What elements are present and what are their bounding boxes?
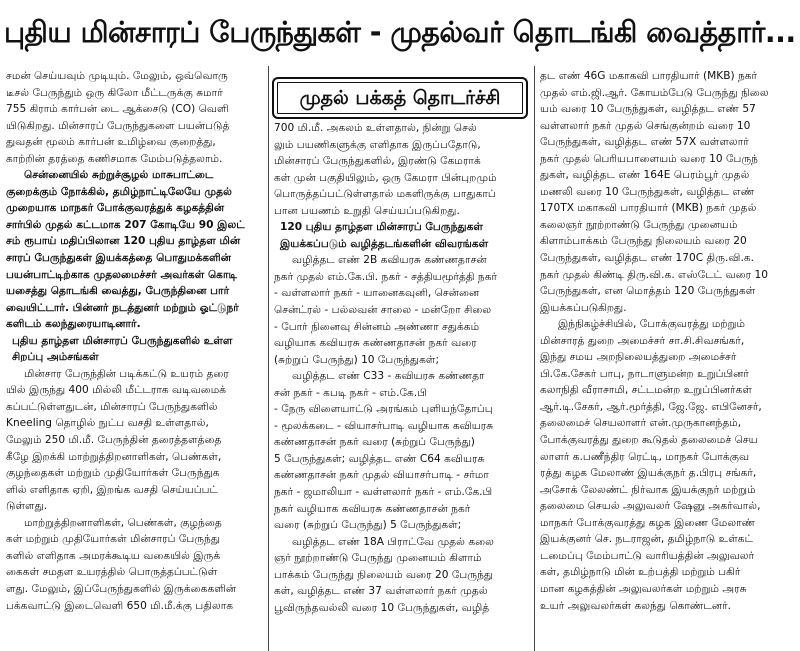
col3-text-line: டமைப்பு மேம்பாட்டு வாரியத்தின் அலுவலர் [540, 549, 755, 562]
col2-text-line: வழித்தட எண் C33 - கவியரசு கண்ணதா [292, 370, 485, 383]
col1-text-line: சென்னையில் சுற்றுச்சூழல் மாசுபாட்டை [24, 169, 214, 182]
col3-text-line: கிளாம்பாக்கம் பேருந்து நிலையம் வரை 20 [540, 235, 747, 248]
col3-text-line: மின்சாரத் துறை அமைச்சர் சா.சி.சிவசங்கர், [540, 334, 745, 347]
col2-text-line: - போர் நினைவு சின்னம் அண்ணா சதுக்கம் [274, 320, 480, 333]
col3-text-line: கள், தமிழ்நாடு மின் உற்பத்தி மற்றும் பகிர் [540, 566, 741, 579]
col3-text-line: பேருந்துகள், வழித்தட எண் 57X வள்ளலார் [540, 136, 749, 149]
col1-text-line: ளில் எளிதாக ஏறி, இறங்க வசதி செய்யப்பட் [6, 483, 218, 496]
col3-text-line: வள்ளலார் நகர் முதல் செங்குன்றம் வரை 10 [540, 119, 751, 132]
col3-text-line: துகள், வழித்தட எண் 164E பெரம்பூர் முதல் [540, 169, 750, 182]
col1-text-line: சார்பில் முதல் கட்டமாக 207 கோடியே 90 இலட் [6, 218, 245, 231]
col1-text-line: கைகள் சமதள உயரத்தில் பொருத்தப்பட்டுள் [6, 566, 218, 579]
col1-text-line: சம் ரூபாய் மதிப்பிலான 120 புதிய தாழ்தள மின் [6, 235, 241, 248]
col3-text-line: இந்து சமய அறநிலையத்துறை அமைச்சர் [540, 351, 737, 364]
col1-text-line: யில் இருந்து 400 மில்லி மீட்டராக வடிவமைக் [6, 384, 227, 397]
col1-text-line: பயன்பாட்டிற்காக முதலமைச்சர் அவர்கள் கொடி [6, 268, 237, 281]
col3-text-line: பேருந்துகள், என மொத்தம் 120 பேருந்துகள் [540, 285, 756, 298]
col1-text-line: காற்றின் தரத்தை கணிசமாக மேம்படுத்தலாம். [6, 152, 223, 165]
column-3 [540, 68, 796, 614]
col3-text-line: முதல் எம்.ஜி.ஆர். கோயம்பேடு பேருந்து நிலை [540, 86, 769, 99]
col3-text-line: 170TX மகாகவி பாரதியார் (MKB) நகர் முதல் [540, 202, 757, 215]
col2-text-line: 700 மி.மீ. அகலம் உள்ளதால், நின்று செல் [274, 122, 477, 134]
col2-text-line: நகர் முதல் எம்.கே.பி. நகர் - சத்தியமூர்த்தி நகர் [274, 270, 498, 283]
col2-text-line: வரை (சுற்றுப் பேருந்து) 5 பேருந்துகள்; [274, 519, 462, 532]
col3-text-line: இயக்குனர் செ. நடராஜன், தமிழ்நாடு உள்கட் [540, 533, 754, 546]
col2-text-line: - மூலக்கடை - வியாசர்பாடி வழியாக கவியரசு [274, 419, 494, 432]
col2-text-line: கண்ணதாசன் நகர் வரை (சுற்றுப் பேருந்து) [274, 436, 475, 449]
col2-text-line: 120 புதிய தாழ்தள மின்சாரப் பேருந்துகள் [280, 221, 483, 234]
col3-text-line: தலைமைச் செயலாளர் என்.முருகானந்தம், [540, 417, 742, 430]
col1-text-line: வையிட்டார். பின்னர் நடத்துனர் மற்றும் ஓட்டுநர் [6, 301, 239, 314]
col1-text-line: முறையாக மாநகர் போக்குவரத்துக் கழகத்தின் [6, 202, 225, 215]
col3-text-line: மணலி வரை 10 பேருந்துகள், வழித்தட எண் [540, 185, 755, 198]
col3-text-line: உயர் அலுவலர்கள் கலந்து கொண்டனர். [540, 599, 732, 612]
col1-text-line: யிடுகிறது. மின்சாரப் பேருந்துகளை பயன்படுத் [6, 119, 230, 132]
col3-text-line: தட எண் 46G மகாகவி பாரதியார் (MKB) நகர் [540, 70, 758, 82]
col1-text-line: சமன் செய்யவும் முடியும். மேலும், ஒவ்வொரு [6, 70, 228, 82]
col3-text-line: யம் வரை 10 பேருந்துகள், வழித்தட எண் 57 [540, 103, 756, 116]
col2-text-line: பூவிருந்தவல்லி வரை 10 பேருந்துகள், வழித் [274, 601, 490, 614]
col3-text-line: ரத்து கழக மேலாண் இயக்குநர் த.பிரபு சங்கர், [540, 467, 757, 480]
headline: புதிய மின்சாரப் பேருந்துகள் - முதல்வர் தொடங்கி வைத்தார்... [4, 15, 796, 49]
continuation-banner: முதல் பக்கத் தொடர்ச்சி [272, 77, 528, 119]
col2-text-line: கள், வழித்தட எண் 37 வள்ளலார் நகர் முதல் [274, 585, 488, 598]
col2-text-line: மின்சாரப் பேருந்துகளில், இரண்டு கேமராக் [274, 155, 481, 168]
col1-text-line: புதிய தாழ்தள மின்சாரப் பேருந்துகளில் உள்ள [12, 334, 233, 347]
col1-text-line: ளது. மேலும், இப்பேருந்துகளில் இருக்கைகளின் [6, 582, 237, 595]
col2-text-line: நகர் - ஜமாலியா - வள்ளலார் நகர் - எம்.கே.பி [274, 486, 493, 499]
col2-text-line: பான பயணம் உறுதி செய்யப்படுகிறது. [274, 204, 460, 217]
col3-text-line: நகர் முதல் கிண்டி திரு.வி.க. எஸ்டேட் வரை 10 [540, 268, 768, 281]
col2-text-line: கள் முன் பகுதியிலும், ஒரு கேமரா பின்புறமும் [274, 171, 497, 184]
col2-text-line: இயக்கப்படும் வழித்தடங்களின் விவரங்கள் [280, 237, 489, 250]
col2-text-line: (சுற்றுப் பேருந்து) 10 பேருந்துகள்; [274, 353, 440, 366]
col2-text-line: வழியாக கவியரசு கண்ணதாசன் நகர் வரை [274, 337, 477, 350]
col1-text-line: களில் எளிதாக அமரக்கூடிய வகையில் இருக் [6, 549, 221, 562]
col1-text-line: மேலும் 250 மி.மீ. பேருந்தின் தரைத்தளத்தை [6, 434, 222, 447]
col1-text-line: மாற்றுத்திறனாளிகள், பெண்கள், குழந்தை [24, 516, 222, 529]
col3-text-line: பேருந்துகள், வழித்தட எண் 170C திரு.வி.க. [540, 252, 754, 265]
col1-text-line: சிறப்பு அம்சங்கள் [12, 351, 99, 364]
col3-text-line: ஆர்.டி.சேகர், ஆர்.மூர்த்தி, ஜே.ஜே. எபினேசர், [540, 400, 762, 413]
col2-text-line: பொருத்தப்பட்டுள்ளதால் மகளிருக்கு பாதுகாப் [274, 188, 496, 201]
col3-text-line: லாளர் க.பணீந்திர ரெட்டி, மாநகர் போக்குவ [540, 450, 750, 463]
col1-text-line: டுள்ளது. [6, 500, 48, 513]
col3-text-line: மான கழகத்தின் அலுவலர்கள் மற்றும் அரசு [540, 582, 747, 595]
col2-text-line: வழித்தட எண் 2B கவியரசு கண்ணதாசன் [292, 254, 487, 267]
col1-text-line: கப்பட்டுள்ளதுடன், மின்சாரப் பேருந்துகளில் [6, 400, 218, 413]
col2-text-line: கண்ணதாசன் நகர் முதல் வியாசர்பாடி - சர்மா [274, 469, 489, 482]
column-1 [6, 68, 264, 614]
col3-text-line: கலைஞர் நூற்றாண்டு பேருந்து முனையம் [540, 218, 738, 231]
column-divider [534, 66, 535, 651]
col1-text-line: களிடம் கலந்துரையாடினார். [6, 318, 141, 331]
col1-text-line: பக்கவாட்டு இடைவெளி 650 மி.மீ.க்கு பதிலாக [6, 599, 234, 612]
col1-text-line: குழந்தைகள் மற்றும் முதியோர்கள் பேருந்துக [6, 467, 220, 480]
col3-text-line: கலாநிதி வீராசாமி, சட்டமன்ற உறுப்பினர்கள் [540, 384, 752, 397]
col3-text-line: தலைமை செயல் அலுவலர் ஷேனு அகர்வால், [540, 500, 761, 513]
col3-text-line: நகர் முதல் பெரியபாளையம் வரை 10 பேருந் [540, 152, 758, 165]
col1-text-line: சாரப் பேருந்துகள் இயக்கத்தை பொதுமக்களின் [6, 252, 232, 265]
col1-text-line: டீசல் பேருந்தும் ஒரு கிலோ மீட்டருக்கு சுமார் [6, 86, 223, 99]
col2-text-line: வழித்தட எண் 18A பிராட்வே முதல் கலை [292, 535, 494, 548]
col1-text-line: மின்சார பேருந்தின் படிக்கட்டு உயரம் தரை [24, 367, 229, 380]
col3-text-line: போக்குவரத்து துறை கூடுதல் தலைமைச் செய [540, 434, 758, 447]
col1-text-line: 755 கிராம் கார்பன் டை ஆக்சைடு (CO) வெளி [6, 103, 229, 116]
col2-text-line: லும் பயணிகளுக்கு எளிதாக இருப்பதோடு, [274, 138, 481, 151]
col1-text-line: குறைக்கும் நோக்கில், தமிழ்நாட்டிலேயே முதல் [6, 185, 232, 198]
col2-text-line: சென்ட்ரல் - பல்லவன் சாலை - மன்றோ சிலை [274, 304, 492, 317]
col3-text-line: மாநகர் போக்குவரத்து கழக இணை மேலாண் [540, 516, 756, 529]
col1-text-line: துவதன் மூலம் கார்பன் உமிழ்வை குறைத்து, [6, 136, 216, 149]
col2-text-line: - வள்ளலார் நகர் - யானைகவுனி, சென்னை [274, 287, 480, 300]
col3-text-line: பி.கே.சேகர் பாபு, நாடாளுமன்ற உறுப்பினர் [540, 367, 749, 380]
col2-text-line: 5 பேருந்துகள்; வழித்தட எண் C64 கவியரசு [274, 452, 485, 465]
column-divider [268, 66, 269, 651]
col2-text-line: சன் நகர் - கபடி நகர் - எம்.கே.பி [274, 386, 427, 399]
col3-text-line: இந்நிகழ்ச்சியில், போக்குவரத்து மற்றும் [558, 318, 745, 331]
col1-text-line: யசைத்து தொடங்கி வைத்து, பேருந்தினை பார் [6, 285, 230, 298]
col2-text-line: பாக்கம் பேருந்து நிலையம் வரை 20 பேருந்து [274, 568, 494, 581]
col3-text-line: இயக்கப்படுகிறது. [540, 301, 627, 314]
col1-text-line: கள் மற்றும் முதியோர்கள் மின்சாரப் பேருந்து [6, 533, 221, 546]
col3-text-line: அசோக் லேலண்ட் நிர்வாக இயக்குநர் மற்றும் [540, 483, 756, 496]
col2-text-line: ஞர் நூற்றாண்டு பேருந்து முனையம் கிளாம் [274, 552, 482, 565]
col1-text-line: Kneeling தொழில் நுட்ப வசதி உள்ளதால், [6, 417, 209, 430]
column-2 [274, 120, 530, 616]
col2-text-line: நகர் வழியாக கவியரசு கண்ணதாசன் நகர் [274, 502, 471, 515]
col2-text-line: - நேரு விளையாட்டு அரங்கம் புளியந்தோப்பு [274, 403, 493, 416]
col1-text-line: கீழே இறக்கி மாற்றுத்திறனாளிகள், பெண்கள், [6, 450, 222, 463]
